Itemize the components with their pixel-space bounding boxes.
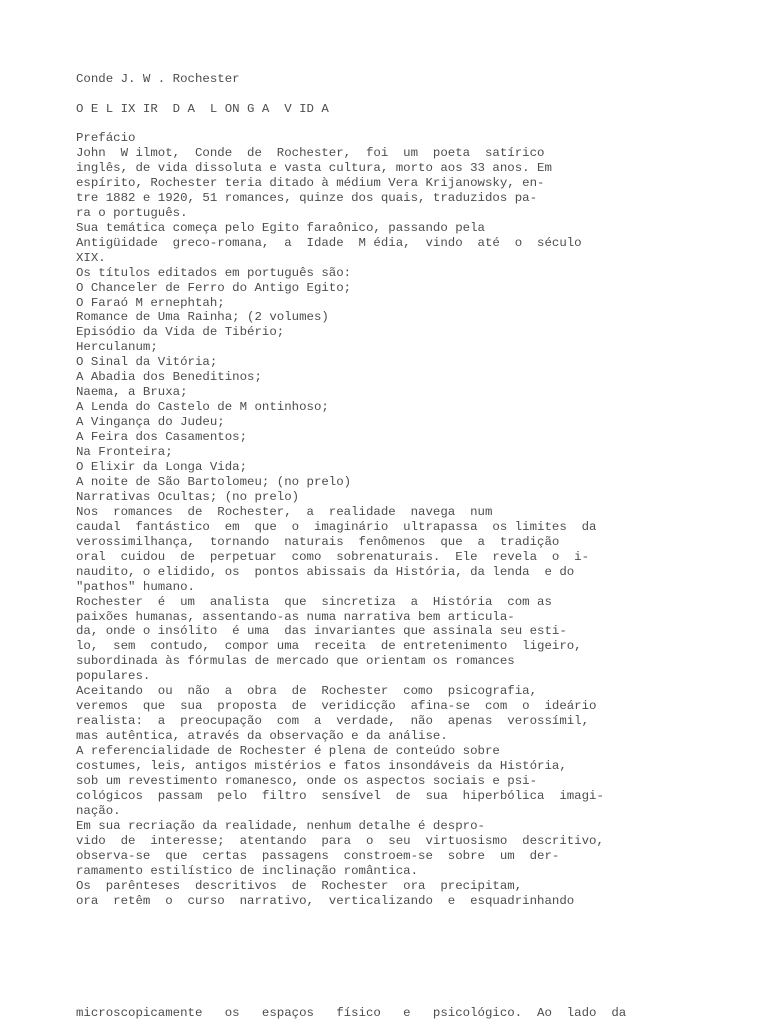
body-line: inglês, de vida dissoluta e vasta cultura, morto aos 33 anos. Em: [76, 160, 552, 175]
body-line: Os parênteses descritivos de Rochester ora precipitam,: [76, 878, 523, 893]
body-line: O Chanceler de Ferro do Antigo Egito;: [76, 280, 352, 295]
body-line: XIX.: [76, 250, 106, 265]
body-line: A Abadia dos Beneditinos;: [76, 370, 262, 385]
body-line: A referencialidade de Rochester é plena de conteúdo sobre: [76, 744, 500, 758]
body-line: A Feira dos Casamentos;: [76, 430, 248, 445]
body-line: naudito, o elidido, os pontos abissais da História, da lenda e do: [76, 564, 575, 579]
body-line: realista: a preocupação com a verdade, não apenas verossímil,: [76, 714, 590, 729]
body-line: Nos romances de Rochester, a realidade navega num: [76, 504, 493, 519]
body-line: ora retêm o curso narrativo, verticalizando e esquadrinhando: [76, 893, 575, 908]
body-line: Na Fronteira;: [76, 445, 173, 459]
body-line: Em sua recriação da realidade, nenhum detalhe é despro-: [76, 818, 485, 833]
body-line: cológicos passam pelo filtro sensível de sua hiperbólica imagi-: [76, 788, 604, 803]
body-line: subordinada às fórmulas de mercado que orientam os romances: [76, 654, 515, 669]
body-line: Rochester é um analista que sincretiza a História com as: [76, 594, 552, 609]
body-line: Romance de Uma Rainha; (2 volumes): [76, 310, 329, 325]
body-line: A Lenda do Castelo de M ontinhoso;: [76, 400, 329, 415]
body-line: A Vingança do Judeu;: [76, 415, 225, 430]
body-line: Herculanum;: [76, 340, 158, 355]
body-line: O Sinal da Vitória;: [76, 355, 218, 370]
body-line: vido de interesse; atentando para o seu virtuosismo descritivo,: [76, 833, 604, 848]
body-line: A noite de São Bartolomeu; (no prelo): [76, 474, 352, 489]
body-line: Episódio da Vida de Tibério;: [76, 325, 285, 340]
body-line: O Faraó M ernephtah;: [76, 295, 225, 310]
body-line: paixões humanas, assentando-as numa narrativa bem articula-: [76, 609, 515, 624]
body-line: Os títulos editados em português são:: [76, 265, 352, 280]
body-line: Sua temática começa pelo Egito faraônico, passando pela: [76, 220, 485, 235]
body-line: tre 1882 e 1920, 51 romances, quinze dos quais, traduzidos pa-: [76, 190, 538, 205]
body-line: Narrativas Ocultas; (no prelo): [76, 489, 300, 504]
body-line: observa-se que certas passagens constroem-se sobre um der-: [76, 848, 560, 863]
body-line: populares.: [76, 669, 151, 684]
body-line: lo, sem contudo, compor uma receita de entretenimento ligeiro,: [76, 639, 582, 654]
section-heading: Prefácio: [76, 131, 136, 145]
body-line: nação.: [76, 803, 121, 818]
body-line: veremos que sua proposta de veridicção afina-se com o ideário: [76, 699, 597, 714]
body-line: ra o português.: [76, 205, 188, 220]
body-line: Aceitando ou não a obra de Rochester como psicografia,: [76, 684, 538, 699]
author-line: Conde J. W . Rochester: [76, 72, 240, 86]
body-line: da, onde o insólito é uma das invariantes que assinala seu esti-: [76, 624, 567, 639]
body-line: ramamento estilístico de inclinação romântica.: [76, 863, 419, 878]
body-line: mas autêntica, através da observação e da análise.: [76, 729, 448, 743]
body-line: costumes, leis, antigos mistérios e fatos insondáveis da História,: [76, 758, 567, 773]
body-line: caudal fantástico em que o imaginário ultrapassa os limites da: [76, 519, 597, 534]
body-line: verossimilhança, tornando naturais fenômenos que a tradição: [76, 534, 560, 549]
body-line: sob um revestimento romanesco, onde os aspectos sociais e psi-: [76, 773, 538, 788]
body-line: O Elixir da Longa Vida;: [76, 459, 248, 474]
body-line: Naema, a Bruxa;: [76, 385, 188, 400]
body-line: Antigüidade greco-romana, a Idade M édia, vindo até o século: [76, 235, 582, 250]
body-line: oral cuidou de perpetuar como sobrenaturais. Ele revela o i-: [76, 549, 590, 564]
body-line: John W ilmot, Conde de Rochester, foi um poeta satírico: [76, 146, 545, 160]
footer-line: microscopicamente os espaços físico e psicológico. Ao lado da: [76, 1006, 627, 1020]
body-line: espírito, Rochester teria ditado à médium Vera Krijanowsky, en-: [76, 175, 545, 190]
document-title: O E L IX IR D A L ON G A V ID A: [76, 102, 329, 116]
body-line: "pathos" humano.: [76, 579, 195, 594]
